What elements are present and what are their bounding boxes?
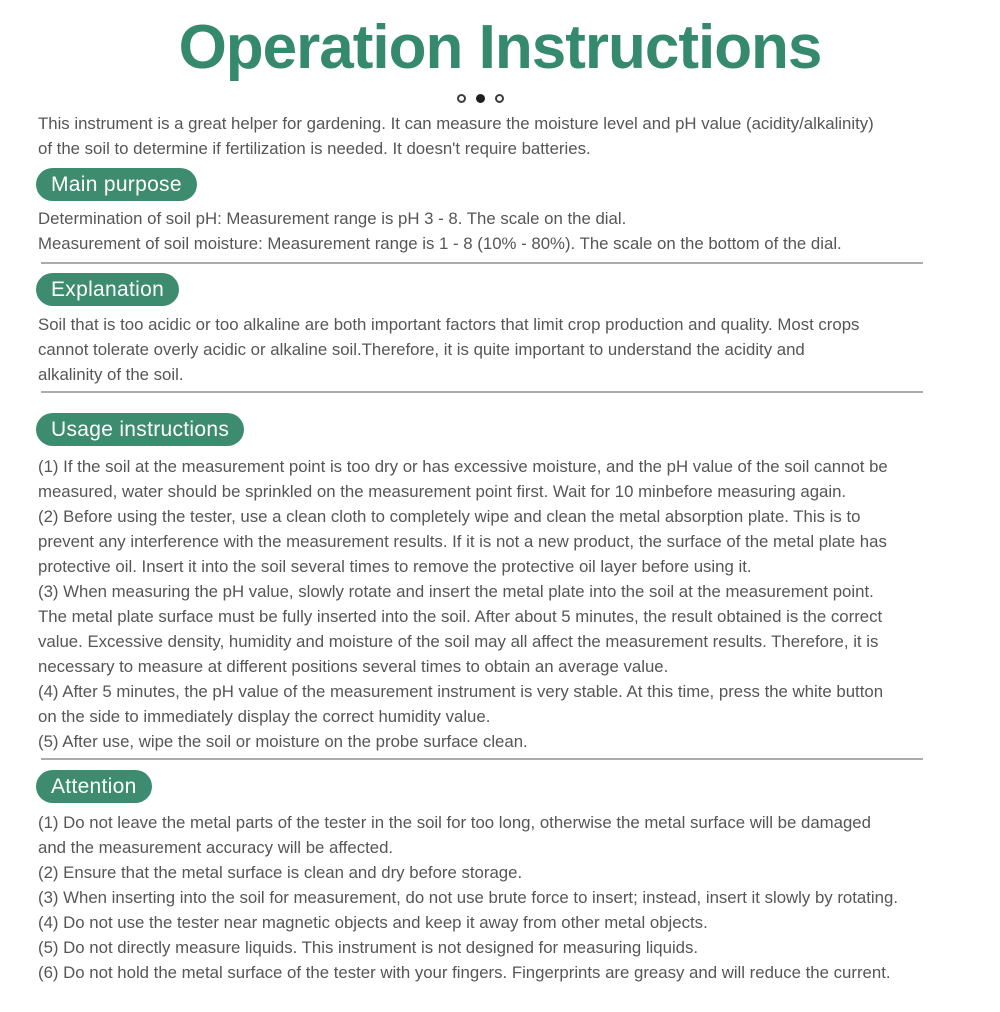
text-line: (3) When inserting into the soil for measurement, do not use brute force to insert; instead, insert it slowly by rotating.: [38, 888, 898, 907]
text-line: (5) After use, wipe the soil or moisture on the probe surface clean.: [38, 732, 528, 751]
text-line: Soil that is too acidic or too alkaline are both important factors that limit crop production and quality. Most crops: [38, 315, 860, 334]
text-line: (2) Ensure that the metal surface is clean and dry before storage.: [38, 863, 523, 882]
pagination-dot-1[interactable]: [457, 94, 466, 103]
text-line: This instrument is a great helper for gardening. It can measure the moisture level and pH value (acidity/alkalinity): [38, 114, 874, 133]
section-body: [38, 206, 968, 256]
section-badge-attention: Attention: [36, 770, 152, 803]
section-main-purpose: [38, 161, 968, 264]
text-line: measured, water should be sprinkled on the measurement point first. Wait for 10 minbefore measuring again.: [38, 482, 847, 501]
text-line: value. Excessive density, humidity and moisture of the soil may all affect the measurement results. Therefore, it is: [38, 632, 879, 651]
page-title: Operation Instructions: [178, 13, 822, 82]
section-attention: [38, 760, 968, 985]
pagination-dot-2-active[interactable]: [476, 94, 485, 103]
text-line: prevent any interference with the measurement results. If it is not a new product, the surface of the metal plate has: [38, 532, 887, 551]
text-line: necessary to measure at different positions several times to obtain an average value.: [38, 657, 669, 676]
section-badge-usage-instructions: Usage instructions: [36, 413, 244, 446]
section-body: [38, 312, 968, 387]
section-usage-instructions: [38, 393, 968, 760]
text-line: protective oil. Insert it into the soil several times to remove the protective oil layer before using it.: [38, 557, 752, 576]
text-line: (4) Do not use the tester near magnetic objects and keep it away from other metal objects.: [38, 913, 708, 932]
text-line: (1) Do not leave the metal parts of the tester in the soil for too long, otherwise the metal surface will be damaged: [38, 813, 871, 832]
text-line: and the measurement accuracy will be affected.: [38, 838, 394, 857]
text-line: (1) If the soil at the measurement point is too dry or has excessive moisture, and the pH value of the soil cannot be: [38, 457, 888, 476]
document-body: [38, 111, 968, 985]
section-badge-explanation: Explanation: [36, 273, 179, 306]
pagination-dot-3[interactable]: [495, 94, 504, 103]
section-badge-main-purpose: Main purpose: [36, 168, 197, 201]
section-body: [38, 454, 968, 754]
section-explanation: [38, 264, 968, 393]
text-line: on the side to immediately display the correct humidity value.: [38, 707, 491, 726]
text-line: of the soil to determine if fertilization is needed. It doesn't require batteries.: [38, 139, 591, 158]
text-line: (4) After 5 minutes, the pH value of the measurement instrument is very stable. At this time, press the white button: [38, 682, 884, 701]
text-line: The metal plate surface must be fully inserted into the soil. After about 5 minutes, the result obtained is the correct: [38, 607, 883, 626]
text-line: (6) Do not hold the metal surface of the tester with your fingers. Fingerprints are greasy and will reduce the current.: [38, 963, 891, 982]
pagination-dots: [0, 94, 980, 103]
text-line: (3) When measuring the pH value, slowly rotate and insert the metal plate into the soil at the measurement point.: [38, 582, 874, 601]
text-line: Measurement of soil moisture: Measurement range is 1 - 8 (10% - 80%). The scale on the bottom of the dial.: [38, 234, 842, 253]
text-line: Determination of soil pH: Measurement range is pH 3 - 8. The scale on the dial.: [38, 209, 627, 228]
text-line: alkalinity of the soil.: [38, 365, 184, 384]
text-line: (5) Do not directly measure liquids. This instrument is not designed for measuring liquids.: [38, 938, 699, 957]
section-body: [38, 810, 968, 985]
text-line: (2) Before using the tester, use a clean cloth to completely wipe and clean the metal absorption plate. This is to: [38, 507, 861, 526]
text-line: cannot tolerate overly acidic or alkaline soil.Therefore, it is quite important to understand the acidity and: [38, 340, 805, 359]
intro-text: [38, 111, 968, 161]
